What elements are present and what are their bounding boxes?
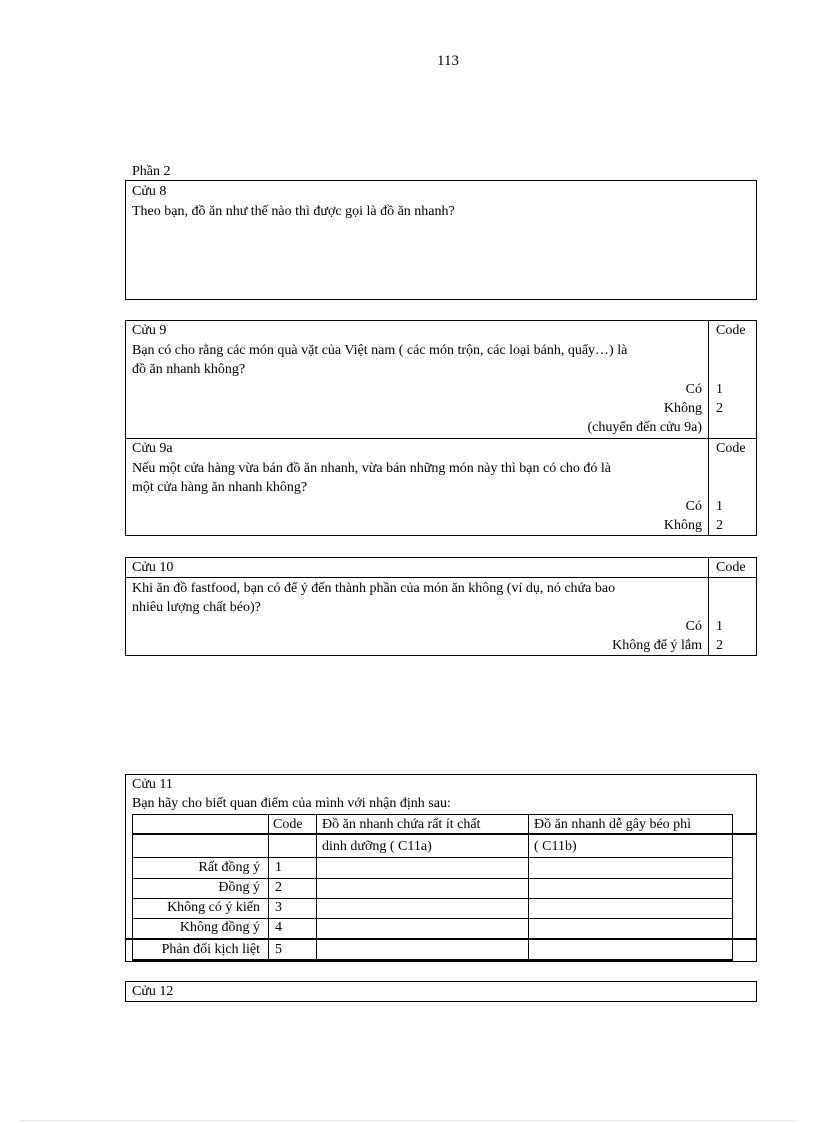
question-11-col2-header: Đồ ăn nhanh dễ gây béo phì (534, 817, 692, 832)
question-8-text: Theo bạn, đồ ăn như thế nào thì được gọi là đồ ăn nhanh? (132, 204, 455, 219)
question-9-text-line1: Bạn có cho rằng các món quà vặt của Việt nam ( các món trộn, các loại bánh, quẩy…) là (132, 343, 628, 358)
question-9a-text-line2: một cửa hàng ăn nhanh không? (132, 480, 308, 495)
question-10-text-line1: Khi ăn đồ fastfood, bạn có để ý đến thành phần của món ăn không (ví dụ, nó chứa bao (132, 581, 616, 596)
question-11-label: Cửu 11 (132, 777, 173, 792)
agreement-row-label: Phản đối kịch liệt (161, 942, 260, 957)
question-10-option-label: Không để ý lắm (612, 638, 702, 653)
question-10-option-code: 2 (716, 638, 723, 653)
question-9-code-header: Code (716, 323, 746, 338)
question-10-option-code: 1 (716, 619, 723, 634)
question-10-code-header: Code (716, 560, 746, 575)
table-line (268, 814, 269, 960)
code-column-divider (708, 320, 709, 536)
question-9-option-code: 2 (716, 401, 723, 416)
table-line (132, 814, 133, 960)
question-8-label: Cửu 8 (132, 184, 167, 199)
question-9a-code-header: Code (716, 441, 746, 456)
question-12-box (125, 981, 757, 1002)
agreement-row-code: 4 (275, 920, 282, 935)
code-column-divider (708, 557, 709, 656)
question-8-box (125, 180, 757, 300)
page-bottom-edge (20, 1120, 796, 1121)
question-11-col1-header: Đồ ăn nhanh chứa rất ít chất (322, 817, 481, 832)
question-11-text: Bạn hãy cho biết quan điểm của mình với nhận định sau: (132, 796, 451, 811)
agreement-row-label: Không có ý kiến (167, 900, 260, 915)
question-9-option-code: 1 (716, 382, 723, 397)
table-line (132, 814, 733, 815)
agreement-row-code: 2 (275, 880, 282, 895)
agreement-row-code: 1 (275, 860, 282, 875)
agreement-row-code: 3 (275, 900, 282, 915)
question-9a-option-code: 2 (716, 518, 723, 533)
question-12-label: Cửu 12 (132, 984, 174, 999)
table-line (132, 857, 733, 858)
agreement-row-label: Không đồng ý (179, 920, 260, 935)
question-9a-option-label: Có (685, 499, 702, 514)
question-9-option-label: Không (663, 401, 702, 416)
question-11-code-header: Code (273, 817, 303, 832)
table-line (732, 814, 733, 960)
page-number: 113 (437, 53, 459, 69)
question-9-option-label: Có (685, 382, 702, 397)
table-line (125, 938, 757, 940)
question-10-label: Cửu 10 (132, 560, 174, 575)
table-line (316, 814, 317, 960)
question-9-skip-note: (chuyển đến cửu 9a) (587, 420, 702, 435)
question-9-text-line2: đồ ăn nhanh không? (132, 362, 246, 377)
header-divider (125, 577, 757, 578)
table-line (528, 814, 529, 960)
table-line (132, 959, 733, 961)
question-11-col2-subheader: ( C11b) (534, 839, 577, 854)
question-9a-text-line1: Nếu một cửa hàng vừa bán đồ ăn nhanh, vừa bán những món này thì bạn có cho đó là (132, 461, 612, 476)
agreement-row-label: Rất đồng ý (198, 860, 260, 875)
question-9a-option-label: Không (663, 518, 702, 533)
agreement-row-code: 5 (275, 942, 282, 957)
question-9a-label: Cửu 9a (132, 441, 173, 456)
question-10-text-line2: nhiêu lượng chất béo)? (132, 600, 261, 615)
question-9a-option-code: 1 (716, 499, 723, 514)
question-10-option-label: Có (685, 619, 702, 634)
question-11-col1-subheader: dinh dưỡng ( C11a) (322, 839, 432, 854)
section-title: Phần 2 (132, 164, 171, 179)
row-divider (125, 438, 757, 439)
question-9-label: Cửu 9 (132, 323, 167, 338)
agreement-row-label: Đồng ý (218, 880, 260, 895)
